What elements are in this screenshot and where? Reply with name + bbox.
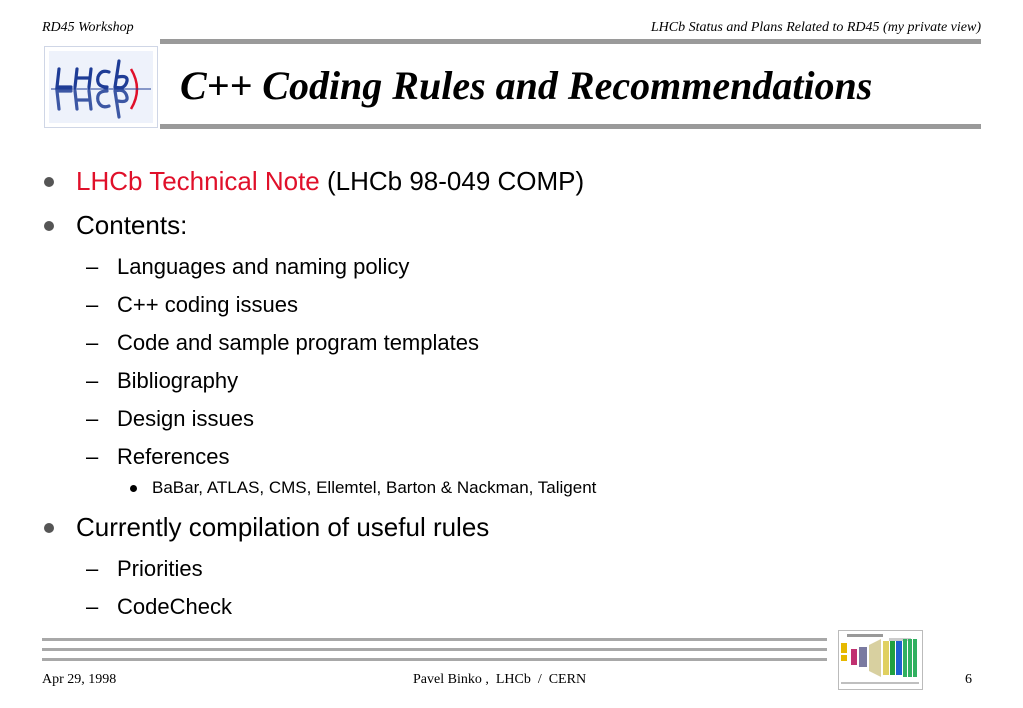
- technical-note-id: (LHCb 98-049 COMP): [319, 166, 585, 196]
- bullet-dot: [130, 485, 137, 492]
- detector-diagram-graphic: [839, 631, 922, 689]
- sub-sub-item: [42, 478, 942, 498]
- bullet-compilation: [42, 512, 942, 542]
- sub-item: [42, 330, 942, 356]
- slide-content: [42, 166, 942, 632]
- sub-item-text: C++ coding issues: [117, 292, 298, 317]
- sub-item-text: Code and sample program templates: [117, 330, 479, 355]
- sub-item: [42, 368, 942, 394]
- footer-rule: [42, 658, 827, 661]
- dash-marker: –: [86, 368, 99, 393]
- title-rule: [160, 124, 981, 129]
- bullet-dot: [44, 221, 54, 231]
- footer-date: Apr 29, 1998: [42, 672, 117, 687]
- dash-marker: –: [86, 292, 99, 317]
- bullet-contents: [42, 210, 942, 240]
- footer-author: Pavel Binko , LHCb / CERN: [413, 672, 587, 687]
- bullet-text: Contents:: [76, 210, 188, 240]
- dash-marker: –: [86, 330, 99, 355]
- sub-item: [42, 594, 942, 620]
- sub-item-text: CodeCheck: [117, 594, 232, 619]
- sub-item-text: Languages and naming policy: [117, 254, 410, 279]
- detector-diagram-thumbnail: [838, 630, 923, 690]
- sub-item: [42, 292, 942, 318]
- footer-rule: [42, 648, 827, 651]
- dash-marker: –: [86, 556, 99, 581]
- bullet-technical-note: [42, 166, 942, 196]
- sub-item-text: References: [117, 444, 230, 469]
- dash-marker: –: [86, 406, 99, 431]
- lhcb-logo-graphic: [45, 47, 157, 127]
- bullet-dot: [44, 177, 54, 187]
- dash-marker: –: [86, 444, 99, 469]
- sub-item: [42, 444, 942, 470]
- dash-marker: –: [86, 594, 99, 619]
- footer-rule: [42, 638, 827, 641]
- sub-item: [42, 406, 942, 432]
- technical-note-link: LHCb Technical Note: [76, 166, 320, 196]
- header-left: RD45 Workshop: [42, 20, 134, 35]
- sub-item-text: Bibliography: [117, 368, 239, 393]
- bullet-text: Currently compilation of useful rules: [76, 512, 490, 542]
- sub-item: [42, 254, 942, 280]
- lhcb-logo: [44, 46, 158, 128]
- references-list: BaBar, ATLAS, CMS, Ellemtel, Barton & Nackman, Taligent: [152, 478, 597, 497]
- dash-marker: –: [86, 254, 99, 279]
- sub-item-text: Design issues: [117, 406, 254, 431]
- page-number: 6: [965, 672, 972, 687]
- sub-item: [42, 556, 942, 582]
- header-right: LHCb Status and Plans Related to RD45 (my private view): [650, 20, 981, 35]
- slide-title: C++ Coding Rules and Recommendations: [180, 63, 873, 108]
- header-rule: [160, 39, 981, 44]
- bullet-dot: [44, 523, 54, 533]
- sub-item-text: Priorities: [117, 556, 203, 581]
